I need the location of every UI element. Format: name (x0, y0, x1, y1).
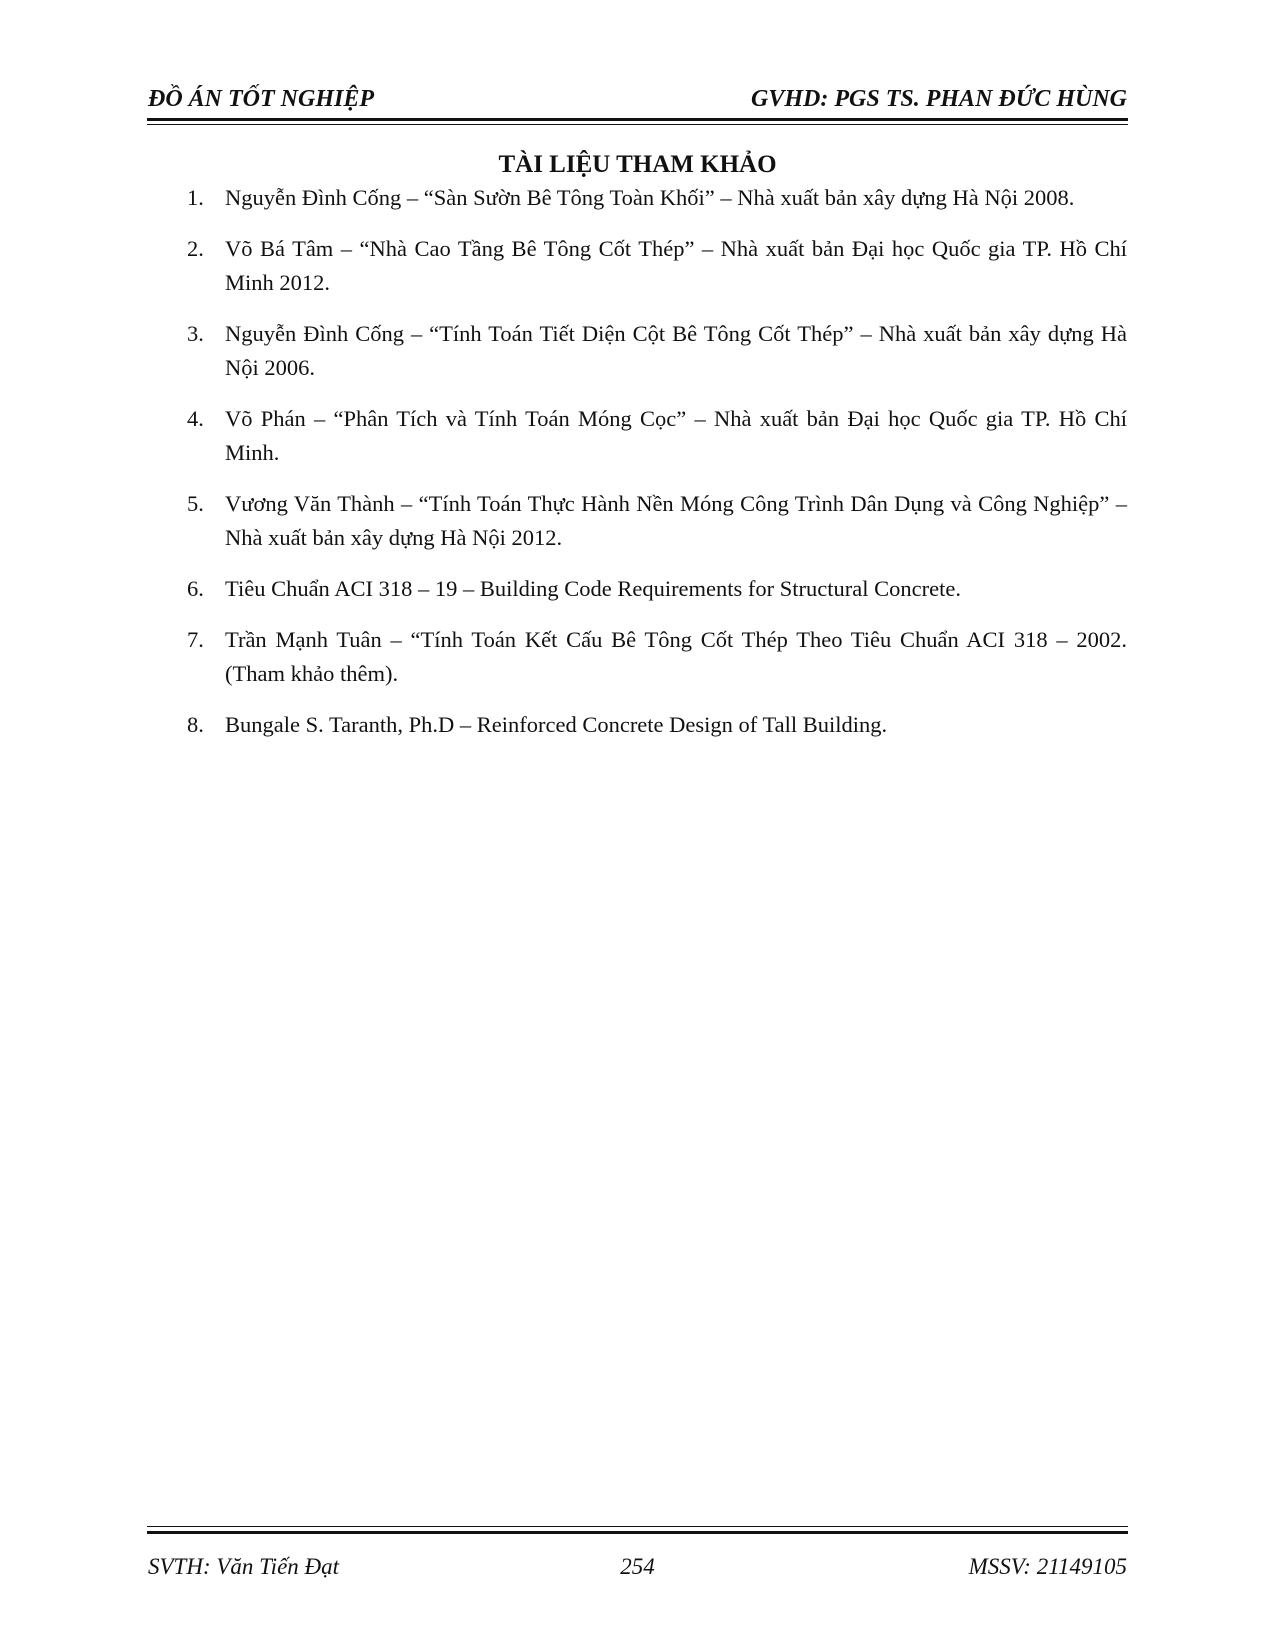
page-footer (148, 1552, 1127, 1582)
reference-text: Võ Phán – “Phân Tích và Tính Toán Móng Cọc” – Nhà xuất bản Đại học Quốc gia TP. Hồ Chí Minh. (225, 406, 1127, 465)
reference-text: Nguyễn Đình Cống – “Sàn Sườn Bê Tông Toàn Khối” – Nhà xuất bản xây dựng Hà Nội 2008. (225, 185, 1075, 210)
reference-number: 7. (187, 627, 204, 652)
reference-item (187, 232, 1127, 300)
reference-item (187, 317, 1127, 385)
page-number: 254 (620, 1554, 655, 1579)
reference-item (187, 572, 1127, 606)
header-rule-thin (147, 124, 1128, 125)
reference-item (187, 708, 1127, 742)
reference-number: 5. (187, 491, 204, 516)
reference-number: 2. (187, 236, 204, 261)
reference-text: Bungale S. Taranth, Ph.D – Reinforced Concrete Design of Tall Building. (225, 712, 888, 737)
reference-item (187, 487, 1127, 555)
footer-rule-thin (147, 1526, 1128, 1527)
reference-number: 1. (187, 185, 204, 210)
reference-number: 8. (187, 712, 204, 737)
header-thesis-label: ĐỒ ÁN TỐT NGHIỆP (148, 86, 374, 112)
reference-text: Võ Bá Tâm – “Nhà Cao Tầng Bê Tông Cốt Thép” – Nhà xuất bản Đại học Quốc gia TP. Hồ Chí Minh 2012. (225, 236, 1127, 295)
reference-list (187, 181, 1127, 759)
reference-item (187, 623, 1127, 691)
header-advisor: GVHD: PGS TS. PHAN ĐỨC HÙNG (751, 86, 1127, 112)
footer-rule-thick (147, 1531, 1128, 1534)
page-header (148, 84, 1127, 114)
page-title: TÀI LIỆU THAM KHẢO (498, 151, 777, 178)
reference-text: Nguyễn Đình Cống – “Tính Toán Tiết Diện Cột Bê Tông Cốt Thép” – Nhà xuất bản xây dựng Hà Nội 2006. (225, 321, 1127, 380)
reference-text: Vương Văn Thành – “Tính Toán Thực Hành Nền Móng Công Trình Dân Dụng và Công Nghiệp” – Nhà xuất bản xây dựng Hà Nội 2012. (225, 491, 1127, 550)
reference-number: 4. (187, 406, 204, 431)
reference-item (187, 402, 1127, 470)
reference-item (187, 181, 1127, 215)
footer-student-id: MSSV: 21149105 (968, 1554, 1127, 1579)
reference-number: 6. (187, 576, 204, 601)
reference-text: Tiêu Chuẩn ACI 318 – 19 – Building Code Requirements for Structural Concrete. (225, 576, 961, 601)
header-rule-thick (147, 118, 1128, 121)
reference-text: Trần Mạnh Tuân – “Tính Toán Kết Cấu Bê Tông Cốt Thép Theo Tiêu Chuẩn ACI 318 – 2002. (Tham khảo thêm). (225, 627, 1127, 686)
footer-student: SVTH: Văn Tiến Đạt (148, 1554, 340, 1579)
reference-number: 3. (187, 321, 204, 346)
